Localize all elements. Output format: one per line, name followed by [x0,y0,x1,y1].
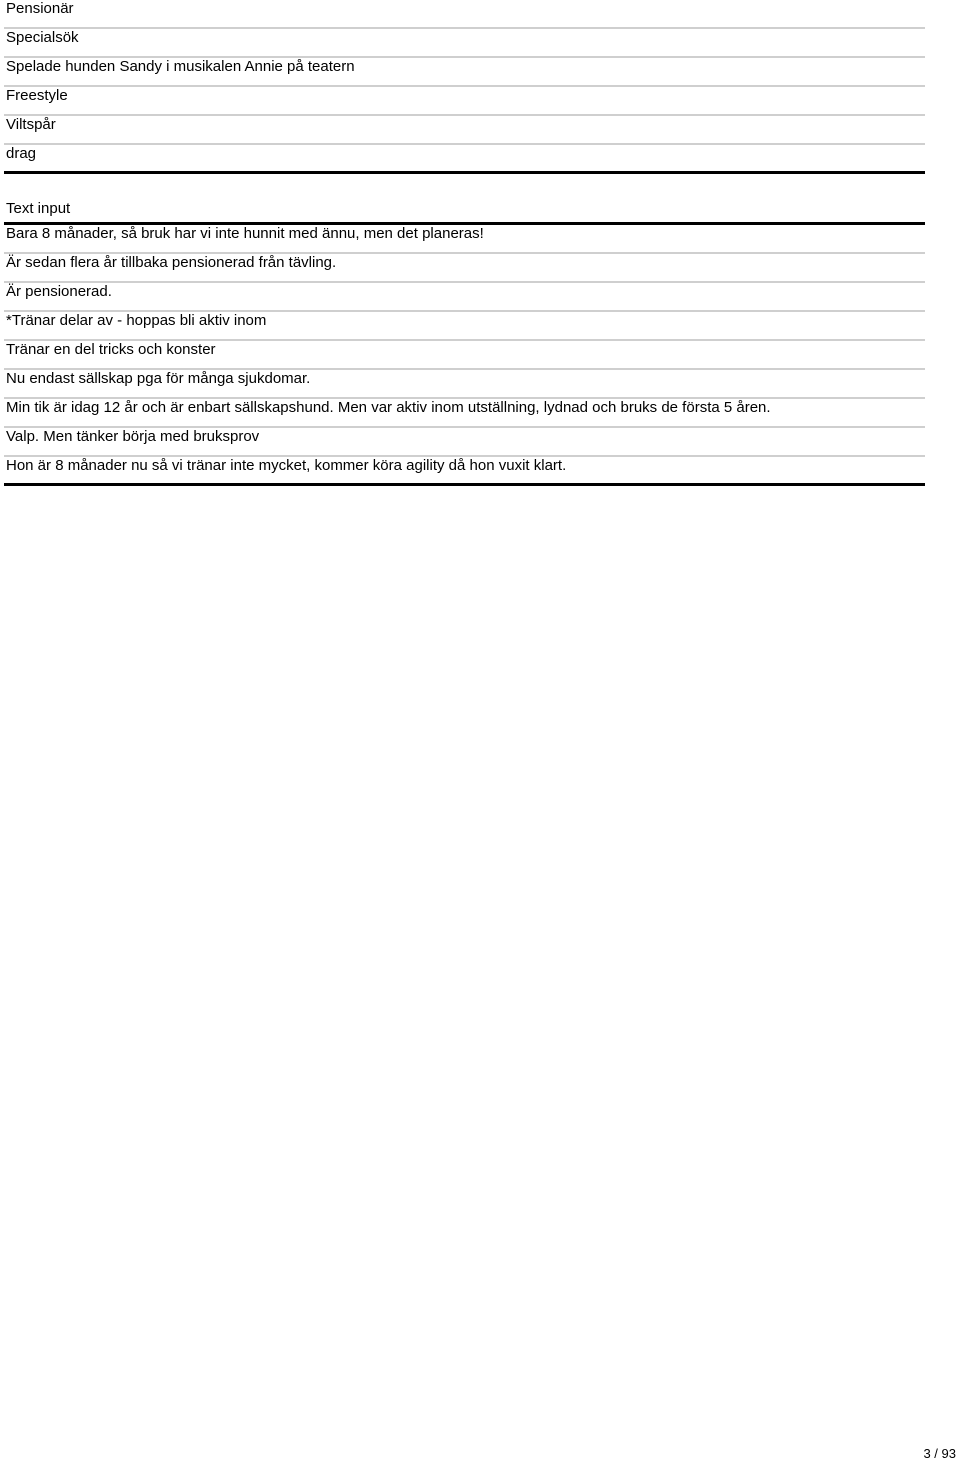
list-item-text: drag [6,145,37,162]
list-item [4,58,925,87]
list-item-text: Pensionär [6,0,74,17]
page-number: 3 / 93 [923,1446,956,1461]
response-list-bottom [4,196,925,486]
list-item [4,457,925,486]
list-item [4,399,925,428]
list-item-text: Är pensionerad. [6,283,112,300]
list-item [4,370,925,399]
list-item-text: *Tränar delar av - hoppas bli aktiv inom [6,312,267,329]
list-item [4,312,925,341]
list-item [4,428,925,457]
list-item [4,29,925,58]
list-item-text: Spelade hunden Sandy i musikalen Annie på teatern [6,58,355,75]
list-item [4,116,925,145]
list-item-text: Tränar en del tricks och konster [6,341,216,358]
list-item-text: Nu endast sällskap pga för många sjukdomar. [6,370,311,387]
list-item-text: Hon är 8 månader nu så vi tränar inte mycket, kommer köra agility då hon vuxit klart. [6,457,567,474]
list-item-text: Viltspår [6,116,56,133]
list-item [4,283,925,312]
list-item-text: Specialsök [6,29,79,46]
column-header-text: Text input [6,200,71,217]
list-item-text: Valp. Men tänker börja med bruksprov [6,428,260,445]
list-item-text: Freestyle [6,87,68,104]
list-item-text: Bara 8 månader, så bruk har vi inte hunnit med ännu, men det planeras! [6,225,484,242]
list-item [4,225,925,254]
list-item [4,254,925,283]
response-list-top [4,0,925,174]
column-header [4,196,925,225]
list-item-text: Är sedan flera år tillbaka pensionerad från tävling. [6,254,337,271]
list-item [4,87,925,116]
list-item [4,145,925,174]
list-item-text: Min tik är idag 12 år och är enbart sällskapshund. Men var aktiv inom utställning, lydnad och bruks de första 5 åren. [6,399,771,416]
list-item [4,341,925,370]
list-item [4,0,925,29]
